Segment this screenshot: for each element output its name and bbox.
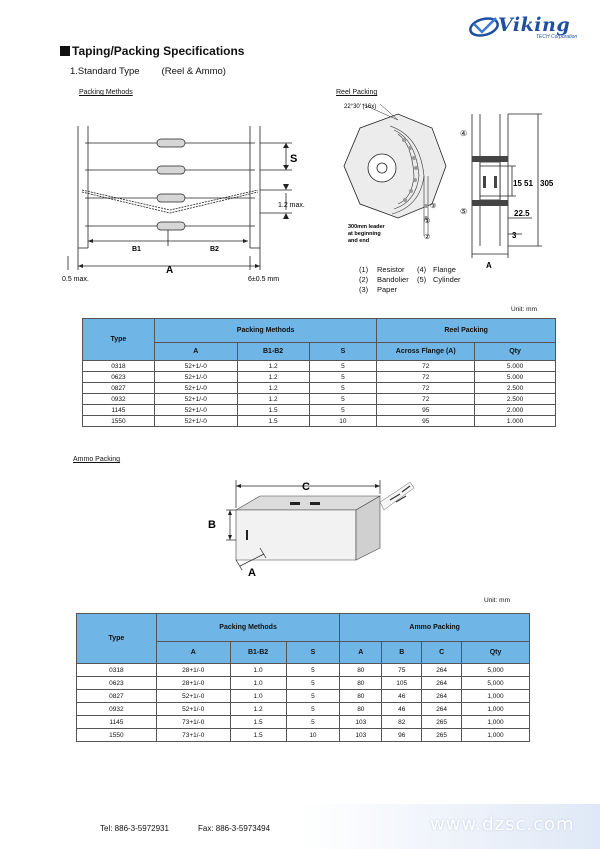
reel-n2-marker: ②	[424, 234, 431, 241]
cell: 1,000	[462, 729, 530, 742]
footer-watermark: www.dzsc.com	[430, 814, 575, 835]
cell: 2.000	[475, 405, 556, 416]
cell: 264	[422, 703, 462, 716]
legend-name: Flange	[433, 265, 456, 274]
reel-legend	[359, 265, 461, 295]
cell: 1,000	[462, 690, 530, 703]
cell: 72	[377, 372, 475, 383]
side-n5-marker: ⑤	[460, 207, 468, 216]
cell: 2.500	[475, 383, 556, 394]
col-across-flange: Across Flange (A)	[377, 343, 475, 361]
table-row	[83, 383, 556, 394]
col-type: Type	[83, 319, 155, 361]
legend-name: Resistor	[377, 265, 405, 274]
table-row	[77, 690, 530, 703]
cell: 2.500	[475, 394, 556, 405]
cell: 103	[340, 716, 382, 729]
legend-num: (2)	[359, 275, 369, 284]
cell: 52+1/-0	[154, 383, 237, 394]
cell: 28+1/-0	[156, 664, 230, 677]
unit-label-2: Unit: mm	[484, 597, 510, 604]
dim-225-label: 22.5	[514, 209, 530, 218]
section-title	[60, 44, 244, 58]
col-a: A	[156, 642, 230, 664]
legend-name: Paper	[377, 285, 398, 294]
legend-num: (1)	[359, 265, 369, 274]
cell: 52+1/-0	[154, 361, 237, 372]
cell: 1,000	[462, 703, 530, 716]
side-n4-marker: ④	[460, 129, 468, 138]
ammo-packing-diagram	[200, 472, 430, 582]
ammo-dim-a-label: A	[248, 567, 256, 579]
cell: 1.2	[237, 361, 309, 372]
cell: 5,000	[462, 677, 530, 690]
dim-s-label: S	[290, 153, 298, 165]
cell: 1.5	[237, 416, 309, 427]
reel-leader-line1: 300mm leader	[348, 224, 385, 230]
dim-51-label: 51	[524, 179, 533, 188]
col-ammo-c: C	[422, 642, 462, 664]
reel-leader-line3: and end	[348, 238, 370, 244]
cell: 80	[340, 690, 382, 703]
legend-row	[359, 275, 461, 285]
cell: 1145	[83, 405, 155, 416]
cell: 5	[309, 383, 377, 394]
col-ammo-a: A	[340, 642, 382, 664]
cell: 264	[422, 677, 462, 690]
cell: 264	[422, 690, 462, 703]
cell: 95	[377, 416, 475, 427]
cell: 28+1/-0	[156, 677, 230, 690]
cell: 1.5	[237, 405, 309, 416]
cell: 0827	[77, 690, 157, 703]
packing-methods-diagram	[60, 98, 320, 288]
footer-fax: Fax: 886-3-5973494	[198, 824, 271, 833]
cell: 5	[309, 405, 377, 416]
col-a: A	[154, 343, 237, 361]
cell: 0623	[77, 677, 157, 690]
cell: 5	[309, 361, 377, 372]
cell: 265	[422, 729, 462, 742]
title-bullet-icon	[60, 46, 70, 56]
col-b1b2: B1-B2	[237, 343, 309, 361]
cell: 5	[309, 394, 377, 405]
cell: 72	[377, 394, 475, 405]
cell: 72	[377, 361, 475, 372]
table-row	[83, 405, 556, 416]
cell: 52+1/-0	[154, 372, 237, 383]
cell: 265	[422, 716, 462, 729]
cell: 0827	[83, 383, 155, 394]
cell: 1.0	[230, 690, 286, 703]
logo-subtext: TECH Corporation	[536, 34, 578, 40]
cell: 5	[286, 716, 340, 729]
cell: 52+1/-0	[156, 703, 230, 716]
cell: 5	[286, 703, 340, 716]
col-type: Type	[77, 614, 157, 664]
group-packing-methods: Packing Methods	[156, 614, 340, 642]
cell: 72	[377, 383, 475, 394]
cell: 5	[286, 690, 340, 703]
subtitle-main: 1.Standard Type	[70, 66, 140, 77]
col-b1b2: B1-B2	[230, 642, 286, 664]
legend-num: (5)	[417, 275, 427, 284]
cell: 103	[340, 729, 382, 742]
ammo-packing-label: Ammo Packing	[73, 456, 121, 463]
legend-name: Bandolier	[377, 275, 409, 284]
legend-num: (3)	[359, 285, 369, 294]
cell: 80	[340, 677, 382, 690]
cell: 5	[286, 677, 340, 690]
section-title-text: Taping/Packing Specifications	[72, 44, 245, 58]
cell: 52+1/-0	[154, 405, 237, 416]
cell: 1.0	[230, 677, 286, 690]
cell: 1,000	[462, 716, 530, 729]
cell: 0932	[77, 703, 157, 716]
cell: 75	[382, 664, 422, 677]
table-row	[77, 729, 530, 742]
cell: 0318	[83, 361, 155, 372]
dim-3-label: 3	[512, 231, 517, 240]
table-row	[83, 394, 556, 405]
ammo-dim-c-label: C	[302, 481, 310, 493]
cell: 1.5	[230, 729, 286, 742]
cell: 1550	[83, 416, 155, 427]
cell: 80	[340, 664, 382, 677]
cell: 0623	[83, 372, 155, 383]
table-row	[83, 372, 556, 383]
dim-05max-label: 0.5 max.	[62, 276, 89, 283]
unit-label-1: Unit: mm	[511, 306, 537, 313]
cell: 1.2	[237, 394, 309, 405]
cell: 82	[382, 716, 422, 729]
side-dim-a-label: A	[486, 261, 492, 270]
cell: 0932	[83, 394, 155, 405]
logo-swoosh-icon	[468, 14, 502, 40]
cell: 5,000	[462, 664, 530, 677]
cell: 10	[309, 416, 377, 427]
cell: 52+1/-0	[154, 394, 237, 405]
cell: 5.000	[475, 372, 556, 383]
dim-b1-label: B1	[132, 246, 141, 253]
cell: 1550	[77, 729, 157, 742]
col-s: S	[309, 343, 377, 361]
col-ammo-b: B	[382, 642, 422, 664]
cell: 80	[340, 703, 382, 716]
dim-a-label: A	[166, 265, 174, 276]
footer-tel: Tel: 886-3-5972931	[100, 824, 169, 833]
dim-15-label: 15	[513, 179, 522, 188]
dim-b2-label: B2	[210, 246, 219, 253]
cell: 52+1/-0	[156, 690, 230, 703]
reel-n1-marker: ①	[424, 218, 431, 225]
cell: 1.2	[237, 383, 309, 394]
subtitle	[70, 66, 226, 77]
ammo-dim-b-label: B	[208, 519, 216, 531]
table-row	[83, 416, 556, 427]
cell: 0318	[77, 664, 157, 677]
group-reel-packing: Reel Packing	[377, 319, 556, 343]
reel-n3-marker: ③	[430, 203, 437, 210]
dim-305-label: 305	[540, 179, 554, 188]
reel-leader-line2: at beginning	[348, 231, 381, 237]
cell: 1.5	[230, 716, 286, 729]
group-packing-methods: Packing Methods	[154, 319, 376, 343]
cell: 52+1/-0	[154, 416, 237, 427]
table-row	[77, 716, 530, 729]
legend-row	[359, 265, 461, 275]
cell: 1.000	[475, 416, 556, 427]
packing-methods-label: Packing Methods	[79, 89, 133, 96]
reel-angle-label: 22°30' (16x)	[344, 104, 377, 110]
col-s: S	[286, 642, 340, 664]
reel-packing-label: Reel Packing	[336, 89, 378, 96]
col-qty: Qty	[462, 642, 530, 664]
cell: 1145	[77, 716, 157, 729]
table-row	[77, 677, 530, 690]
cell: 46	[382, 690, 422, 703]
logo-text: Viking	[498, 14, 571, 36]
cell: 46	[382, 703, 422, 716]
cell: 264	[422, 664, 462, 677]
group-ammo-packing: Ammo Packing	[340, 614, 530, 642]
cell: 73+1/-0	[156, 729, 230, 742]
table-row	[83, 361, 556, 372]
subtitle-paren: (Reel & Ammo)	[161, 66, 226, 77]
legend-row	[359, 285, 461, 295]
cell: 1.2	[237, 372, 309, 383]
viking-logo	[468, 14, 578, 42]
cell: 95	[377, 405, 475, 416]
cell: 5.000	[475, 361, 556, 372]
table-row	[77, 703, 530, 716]
legend-num: (4)	[417, 265, 427, 274]
cell: 1.2	[230, 703, 286, 716]
legend-name: Cylinder	[433, 275, 461, 284]
ammo-packing-table	[76, 613, 530, 742]
table-row	[77, 664, 530, 677]
cell: 1.0	[230, 664, 286, 677]
cell: 5	[309, 372, 377, 383]
cell: 96	[382, 729, 422, 742]
cell: 10	[286, 729, 340, 742]
cell: 5	[286, 664, 340, 677]
cell: 105	[382, 677, 422, 690]
reel-packing-table	[82, 318, 556, 427]
dim-tol-label: 6±0.5 mm	[248, 276, 280, 283]
col-qty: Qty	[475, 343, 556, 361]
cell: 73+1/-0	[156, 716, 230, 729]
dim-12max-label: 1.2 max.	[278, 202, 305, 209]
